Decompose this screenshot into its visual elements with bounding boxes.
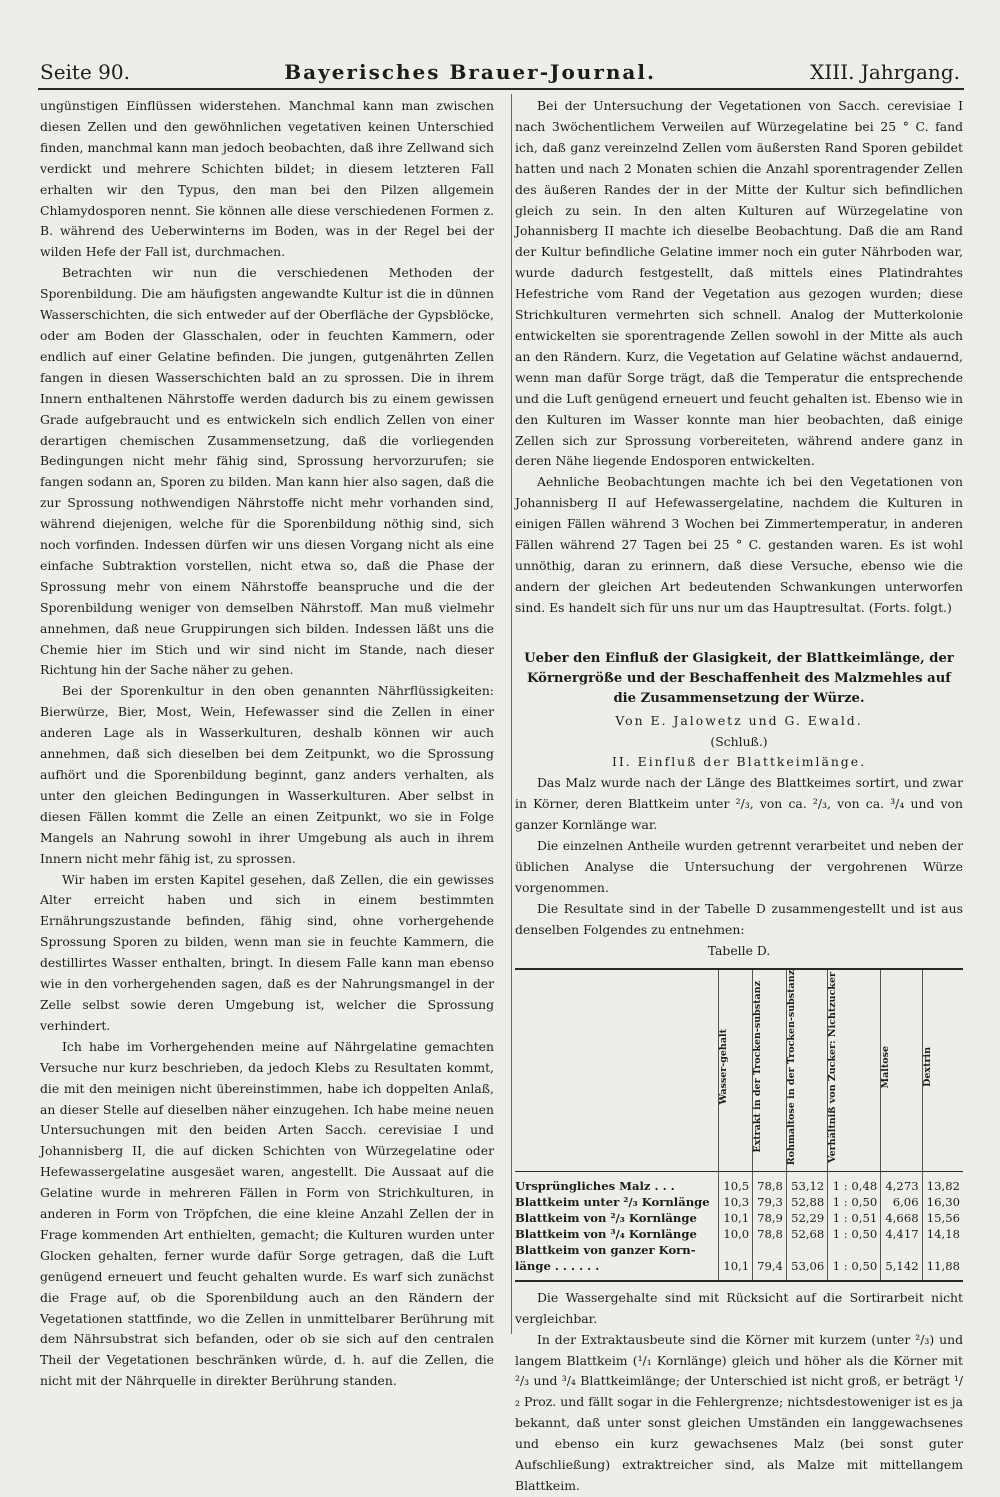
- table-cell: 10,5: [719, 1171, 753, 1194]
- table-cell: [786, 1242, 827, 1258]
- table-cell: Ursprüngliches Malz . . .: [515, 1178, 675, 1193]
- page-number: Seite 90.: [40, 60, 130, 84]
- paragraph: Bei der Sporenkultur in den oben genannten Nährflüssigkeiten: Bierwürze, Bier, Most, Wein, Hefewasser sind die Zellen in einer anderen Lage als in Wasserkulturen, deshalb können wir auch annehmen, daß sich dieselben bei dem Zeitpunkt, wo die Sprossung aufhört und die Sporenbildung beginnt, ganz anders verhalten, als unter den gleichen Bedingungen in Wasserkulturen. Aber selbst in diesen Fällen kommt die Zelle an einen Zeitpunkt, wo sie in Folge Mangels an Nahrung sowohl in ihrer Umgebung als auch in ihrem Innern nicht mehr fähig ist, zu sprossen.: [40, 683, 494, 866]
- left-column: [40, 96, 494, 1392]
- table-caption: Tabelle D.: [707, 942, 771, 958]
- table-cell: 78,8: [753, 1171, 787, 1194]
- table-cell: 79,3: [753, 1194, 787, 1210]
- table-cell: 1 : 0,50: [828, 1258, 881, 1281]
- paragraph: In der Extraktausbeute sind die Körner mit kurzem (unter ²/₃) und langem Blattkeim (¹/₁ Kornlänge) gleich und höher als die Körner mit ²/₃ und ³/₄ Blattkeimlänge; der Unterschied ist nicht groß, er beträgt ¹/₂ Proz. und fällt sogar in die Fehlergrenze; nichtsdestoweniger ist es ja bekannt, daß unter sonst gleichen Umständen ein langgewachsenes und ebenso ein kurz gewachsenes Malz (bei sonst guter Aufschließung) extraktreicher sind, als Malze mit mittellangem Blattkeim.: [515, 1331, 963, 1493]
- table-cell: länge . . . . . .: [515, 1258, 600, 1273]
- table-cell: 4,417: [881, 1226, 922, 1242]
- table-cell: 1 : 0,50: [828, 1226, 881, 1242]
- table-cell: 14,18: [922, 1226, 963, 1242]
- table-header: Wasser-gehalt: [719, 969, 753, 1172]
- table-cell: 52,29: [786, 1210, 827, 1226]
- table-cell: 1 : 0,48: [828, 1171, 881, 1194]
- paragraph: Betrachten wir nun die verschiedenen Methoden der Sporenbildung. Die am häufigsten angewandte Kultur ist die in dünnen Wasserschichten, die sich entweder auf der Oberfläche der Gypsblöcke, oder am Boden der Glasschalen, oder in feuchten Kammern, oder endlich auf einer Gelatine befinden. Die jungen, gutgenährten Zellen fangen in diesen Wasserschichten bald an zu sprossen. Die in ihrem Innern enthaltenen Nährstoffe werden dadurch bis zu einem gewissen Grade aufgebraucht und es entwickeln sich endlich Zellen von einer derartigen chemischen Zusammensetzung, daß die vorliegenden Bedingungen nicht mehr fähig sind, Sprossung hervorzurufen; sie fangen sodann an, Sporen zu bilden. Man kann hier also sagen, daß die zur Sprossung nothwendigen Nährstoffe nicht mehr vorhanden sind, während diejenigen, welche für die Sporenbildung nöthig sind, sich noch vorfinden. Indessen dürfen wir uns diesen Vorgang nicht als eine einfache Subtraktion vorstellen, nicht etwa so, daß die Phase der Sprossung mehr von einem Nährstoffe beanspruche und die der Sporenbildung weniger von demselben Nährstoff. Man muß vielmehr annehmen, daß neue Gruppirungen sich bilden. Indessen läßt uns die Chemie hier im Stich und wir sind nicht im Stande, nach dieser Richtung hin der Sache näher zu gehen.: [40, 265, 494, 678]
- table-cell: 11,88: [922, 1258, 963, 1281]
- table-cell: 13,82: [922, 1171, 963, 1194]
- table-cell: Blattkeim unter ²/₃ Kornlänge: [515, 1194, 710, 1209]
- paragraph: Wir haben im ersten Kapitel gesehen, daß Zellen, die ein gewisses Alter erreicht haben und sich in einem bestimmten Ernährungszustande befinden, fähig sind, ohne vorhergehende Sprossung Sporen zu bilden, wenn man sie in feuchte Kammern, die destillirtes Wasser enthalten, bringt. In diesem Falle kann man ebenso wie in den vorhergehenden sagen, daß es der Nahrungsmangel in der Zelle selbst sowie deren Umgebung ist, welcher die Sprossung verhindert.: [40, 871, 494, 1033]
- paragraph: Das Malz wurde nach der Länge des Blattkeimes sortirt, und zwar in Körner, deren Blattkeim unter ²/₃, von ca. ²/₃, von ca. ³/₄ und von ganzer Kornlänge war.: [515, 775, 963, 833]
- table-cell: 53,12: [786, 1171, 827, 1194]
- table-row: [515, 1210, 963, 1226]
- table-cell: 16,30: [922, 1194, 963, 1210]
- table-cell: 78,8: [753, 1226, 787, 1242]
- table-cell: Blattkeim von ³/₄ Kornlänge: [515, 1226, 697, 1241]
- table-cell: 10,3: [719, 1194, 753, 1210]
- table-cell: 53,06: [786, 1258, 827, 1281]
- table-cell: [753, 1242, 787, 1258]
- table-cell: [719, 1242, 753, 1258]
- table-row: [515, 1242, 963, 1258]
- paragraph: Die Resultate sind in der Tabelle D zusammengestellt und ist aus denselben Folgendes zu entnehmen:: [515, 900, 963, 937]
- table-cell: 4,273: [881, 1171, 922, 1194]
- table-header: Rohmaltose in der Trocken-substanz: [786, 969, 827, 1172]
- table-cell: 10,1: [719, 1258, 753, 1281]
- page-header: [40, 52, 960, 92]
- table-header: Extrakt in der Trocken-substanz: [753, 969, 787, 1172]
- paragraph: Bei der Untersuchung der Vegetationen von Sacch. cerevisiae I nach 3wöchentlichem Verweilen auf Würzegelatine bei 25 ° C. fand ich, daß ganz vereinzelnd Zellen vom äußersten Rand Sporen gebildet hatten und nach 2 Monaten schien die Anzahl sporentragender Zellen des äußeren Randes der in der Mitte der Kultur sich befindlichen gleich zu sein. In den alten Kulturen auf Würzegelatine von Johannisberg II machte ich dieselbe Beobachtung. Daß die am Rand der Kultur befindliche Gelatine immer noch ein guter Nährboden war, wurde dadurch festgestellt, daß mittels eines Platindrahtes Hefestriche vom Rand der Vegetation aus gezogen wurden; diese Strichkulturen vermehrten sich schnell. Analog der Mutterkolonie entwickelten sie sporentragende Zellen sowohl in der Mitte als auch an den Rändern. Kurz, die Vegetation auf Gelatine wächst andauernd, wenn man dafür Sorge trägt, daß die Temperatur die entsprechende und die Luft genügend erneuert und feucht gehalten ist. Ebenso wie in den Kulturen im Wasser konnte man hier beobachten, daß einige Zellen sich zur Sprossung vorbereiteten, während andere ganz in deren Nähe liegende Endosporen entwickelten.: [515, 98, 963, 469]
- table-header-row: [515, 969, 963, 1172]
- table-cell: Blattkeim von ²/₃ Kornlänge: [515, 1210, 697, 1225]
- column-divider: [511, 94, 512, 1334]
- table-cell: 10,1: [719, 1210, 753, 1226]
- article-note: (Schluß.): [710, 733, 768, 749]
- table-cell: 10,0: [719, 1226, 753, 1242]
- article-authors: Von E. Jalowetz und G. Ewald.: [615, 712, 863, 728]
- table-cell: 52,88: [786, 1194, 827, 1210]
- header-rule: [38, 88, 964, 90]
- journal-title: Bayerisches Brauer-Journal.: [284, 60, 656, 84]
- table-cell: 1 : 0,51: [828, 1210, 881, 1226]
- right-column: [515, 96, 963, 1497]
- paragraph: Ich habe im Vorhergehenden meine auf Nährgelatine gemachten Versuche nur kurz beschrieben, da jedoch Klebs zu Resultaten kommt, die mit den meinigen nicht übereinstimmen, habe ich doppelten Anlaß, an dieser Stelle auf dieselben näher einzugehen. Ich habe meine neuen Untersuchungen mit den beiden Arten Sacch. cerevisiae I und Johannisberg II, die auf dicken Schichten von Würzegelatine oder Hefewassergelatine ausgesäet waren, angestellt. Die Aussaat auf die Gelatine wurde in mehreren Fällen in Form von Strichkulturen, in anderen in Form von Tröpfchen, die eine kleine Anzahl Zellen der in Frage kommenden Art enthielten, gemacht; die Kulturen wurden unter Glocken gehalten, ferner wurde dafür Sorge getragen, daß die Luft genügend erneuert und feucht gehalten wurde. Es warf sich zunächst die Frage auf, ob die Sporenbildung auch an den Rändern der Vegetationen stattfinde, wo die Zellen in unmittelbarer Berührung mit dem Nährsubstrat sich befanden, oder ob sie sich auf den centralen Theil der Vegetationen beschränken würde, d. h. auf die Zellen, die nicht mit der Nährquelle in direkter Berührung standen.: [40, 1038, 494, 1389]
- table-cell: 79,4: [753, 1258, 787, 1281]
- volume-label: XIII. Jahrgang.: [810, 60, 960, 84]
- table-cell: [881, 1242, 922, 1258]
- table-header: [515, 969, 719, 1172]
- table-header: Dextrin: [922, 969, 963, 1172]
- paragraph: Aehnliche Beobachtungen machte ich bei den Vegetationen von Johannisberg II auf Hefewassergelatine, nachdem die Kulturen in einigen Fällen während 3 Wochen bei Zimmertemperatur, in anderen Fällen während 27 Tagen bei 25 ° C. gestanden waren. Es ist wohl unnöthig, daran zu erinnern, daß diese Versuche, ebenso wie die andern der gleichen Art bedeutenden Schwankungen unterworfen sind. Es handelt sich für uns nur um das Hauptresultat. (Forts. folgt.): [515, 474, 963, 615]
- table-cell: [828, 1242, 881, 1258]
- table-row: [515, 1171, 963, 1194]
- paragraph: ungünstigen Einflüssen widerstehen. Manchmal kann man zwischen diesen Zellen und den gewöhnlichen vegetativen keinen Unterschied finden, manchmal kann man jedoch beobachten, daß ihre Zellwand sich verdickt und mehrere Schichten bildet; in diesem letzteren Fall erhalten wir den Typus, den man bei den Pilzen allgemein Chlamydosporen nennt. Sie können alle diese verschiedenen Formen z. B. während des Ueberwinterns im Boden, was in der Regel bei der wilden Hefe der Fall ist, durchmachen.: [40, 98, 494, 260]
- results-table: [515, 968, 963, 1282]
- table-cell: 78,9: [753, 1210, 787, 1226]
- table-header: Maltose: [881, 969, 922, 1172]
- table-row: [515, 1258, 963, 1281]
- table-cell: [922, 1242, 963, 1258]
- table-row: [515, 1226, 963, 1242]
- table-cell: 15,56: [922, 1210, 963, 1226]
- table-cell: 5,142: [881, 1258, 922, 1281]
- article-title: Ueber den Einfluß der Glasigkeit, der Blattkeimlänge, der Körnergröße und der Beschaffenheit des Malzmehles auf die Zusammensetzung der Würze.: [524, 650, 954, 706]
- paragraph: Die einzelnen Antheile wurden getrennt verarbeitet und neben der üblichen Analyse die Untersuchung der vergohrenen Würze vorgenommen.: [515, 838, 963, 895]
- table-cell: 1 : 0,50: [828, 1194, 881, 1210]
- table-cell: 52,68: [786, 1226, 827, 1242]
- table-cell: 4,668: [881, 1210, 922, 1226]
- section-heading: II. Einfluß der Blattkeimlänge.: [611, 754, 867, 770]
- table-header: Verhältniß von Zucker: Nichtzucker: [828, 969, 881, 1172]
- table-cell: 6,06: [881, 1194, 922, 1210]
- table-cell: Blattkeim von ganzer Korn-: [515, 1242, 696, 1257]
- paragraph: Die Wassergehalte sind mit Rücksicht auf die Sortirarbeit nicht vergleichbar.: [515, 1289, 963, 1326]
- table-row: [515, 1194, 963, 1210]
